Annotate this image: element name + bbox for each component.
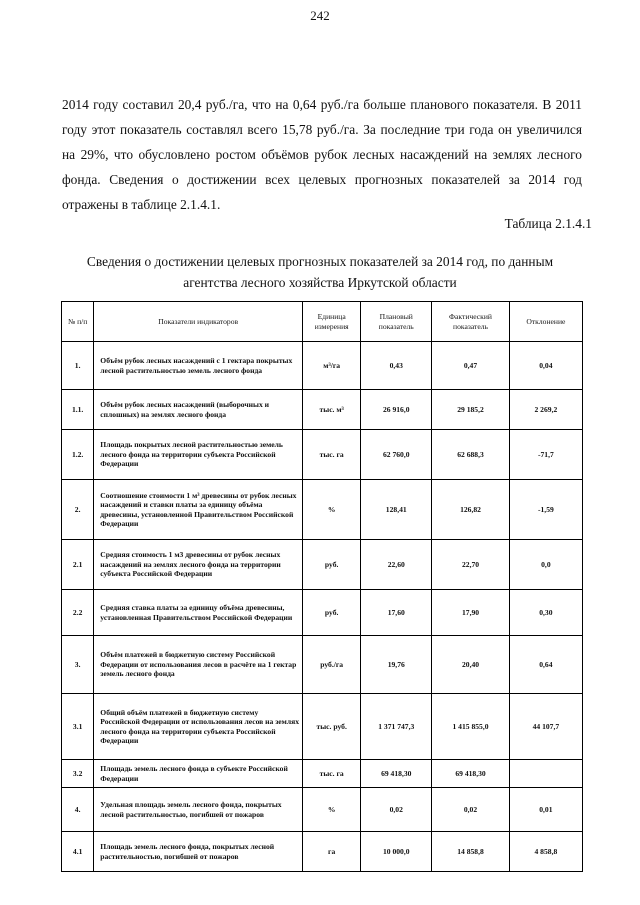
cell-unit: руб. [303, 590, 361, 636]
table-header-row [62, 302, 583, 342]
cell-num: 3.1 [62, 694, 94, 760]
table-row [62, 694, 583, 760]
cell-plan: 1 371 747,3 [361, 694, 432, 760]
cell-deviation [509, 760, 582, 788]
table-row [62, 760, 583, 788]
cell-indicator: Общий объём платежей в бюджетную систему Российской Федерации от использования лесов на землях лесного фонда на территории субъекта Российской Федерации [94, 694, 303, 760]
cell-num: 3. [62, 636, 94, 694]
cell-deviation: 0,04 [509, 342, 582, 390]
cell-unit: тыс. м³ [303, 390, 361, 430]
cell-plan: 26 916,0 [361, 390, 432, 430]
header-unit: Единица измерения [303, 302, 361, 342]
cell-deviation: 0,0 [509, 540, 582, 590]
cell-unit: руб./га [303, 636, 361, 694]
cell-indicator: Средняя стоимость 1 м3 древесины от рубок лесных насаждений на землях лесного фонда на территории субъекта Российской Федерации [94, 540, 303, 590]
cell-indicator: Средняя ставка платы за единицу объёма древесины, установленная Правительством Российской Федерации [94, 590, 303, 636]
cell-fact: 0,02 [432, 788, 510, 832]
table-row [62, 788, 583, 832]
cell-num: 2. [62, 480, 94, 540]
cell-plan: 10 000,0 [361, 832, 432, 872]
table-row [62, 480, 583, 540]
cell-plan: 19,76 [361, 636, 432, 694]
cell-fact: 22,70 [432, 540, 510, 590]
cell-num: 4. [62, 788, 94, 832]
body-paragraph: 2014 году составил 20,4 руб./га, что на 0,64 руб./га больше планового показателя. В 2011 году этот показатель составлял всего 15,78 руб./га. За последние три года он увеличился на 29%, что обусловлено ростом объёмов рубок лесных насаждений на землях лесного фонда. Сведения о достижении всех целевых прогнозных показателей за 2014 год отражены в таблице 2.1.4.1. [62, 97, 582, 212]
header-fact: Фактический показатель [432, 302, 510, 342]
cell-deviation: -71,7 [509, 430, 582, 480]
cell-unit: % [303, 788, 361, 832]
cell-indicator: Удельная площадь земель лесного фонда, покрытых лесной растительностью, погибшей от пожаров [94, 788, 303, 832]
cell-plan: 128,41 [361, 480, 432, 540]
page-number: 242 [310, 8, 330, 23]
cell-fact: 20,40 [432, 636, 510, 694]
cell-indicator: Площадь покрытых лесной растительностью земель лесного фонда на территории субъекта Российской Федерации [94, 430, 303, 480]
cell-fact: 69 418,30 [432, 760, 510, 788]
cell-deviation: 44 107,7 [509, 694, 582, 760]
cell-plan: 17,60 [361, 590, 432, 636]
table-number: Таблица 2.1.4.1 [504, 216, 592, 231]
cell-unit: м³/га [303, 342, 361, 390]
cell-fact: 0,47 [432, 342, 510, 390]
cell-fact: 1 415 855,0 [432, 694, 510, 760]
cell-num: 2.2 [62, 590, 94, 636]
table-row [62, 636, 583, 694]
cell-fact: 62 688,3 [432, 430, 510, 480]
table-row [62, 832, 583, 872]
cell-fact: 29 185,2 [432, 390, 510, 430]
cell-indicator: Объём рубок лесных насаждений с 1 гектара покрытых лесной растительностью земель лесного фонда [94, 342, 303, 390]
header-plan: Плановый показатель [361, 302, 432, 342]
header-num: № п/п [62, 302, 94, 342]
cell-plan: 62 760,0 [361, 430, 432, 480]
cell-plan: 0,43 [361, 342, 432, 390]
table-caption [60, 251, 580, 293]
cell-deviation: 4 858,8 [509, 832, 582, 872]
cell-fact: 14 858,8 [432, 832, 510, 872]
cell-num: 3.2 [62, 760, 94, 788]
caption-line-2: агентства лесного хозяйства Иркутской области [183, 275, 457, 290]
header-indicator: Показатели индикаторов [94, 302, 303, 342]
header-deviation: Отклонение [509, 302, 582, 342]
cell-deviation: -1,59 [509, 480, 582, 540]
cell-unit: руб. [303, 540, 361, 590]
cell-fact: 126,82 [432, 480, 510, 540]
cell-indicator: Объём платежей в бюджетную систему Российской Федерации от использования лесов в расчёте на 1 гектар земель лесного фонда [94, 636, 303, 694]
indicators-table [61, 301, 583, 872]
cell-deviation: 2 269,2 [509, 390, 582, 430]
cell-num: 4.1 [62, 832, 94, 872]
cell-indicator: Объём рубок лесных насаждений (выборочных и сплошных) на землях лесного фонда [94, 390, 303, 430]
cell-indicator: Площадь земель лесного фонда в субъекте Российской Федерации [94, 760, 303, 788]
cell-deviation: 0,30 [509, 590, 582, 636]
cell-plan: 0,02 [361, 788, 432, 832]
cell-num: 1.2. [62, 430, 94, 480]
cell-num: 2.1 [62, 540, 94, 590]
table-row [62, 590, 583, 636]
caption-line-1: Сведения о достижении целевых прогнозных показателей за 2014 год, по данным [86, 254, 554, 269]
cell-num: 1. [62, 342, 94, 390]
cell-plan: 69 418,30 [361, 760, 432, 788]
cell-fact: 17,90 [432, 590, 510, 636]
cell-indicator: Площадь земель лесного фонда, покрытых лесной растительностью, погибшей от пожаров [94, 832, 303, 872]
table-row [62, 390, 583, 430]
cell-unit: га [303, 832, 361, 872]
cell-unit: % [303, 480, 361, 540]
table-row [62, 540, 583, 590]
table-row [62, 342, 583, 390]
cell-deviation: 0,64 [509, 636, 582, 694]
cell-unit: тыс. га [303, 760, 361, 788]
cell-indicator: Соотношение стоимости 1 м³ древесины от рубок лесных насаждений и ставки платы за единицу объёма древесины, установленной Правительством Российской Федерации [94, 480, 303, 540]
table-row [62, 430, 583, 480]
cell-unit: тыс. га [303, 430, 361, 480]
cell-unit: тыс. руб. [303, 694, 361, 760]
cell-plan: 22,60 [361, 540, 432, 590]
cell-num: 1.1. [62, 390, 94, 430]
cell-deviation: 0,01 [509, 788, 582, 832]
